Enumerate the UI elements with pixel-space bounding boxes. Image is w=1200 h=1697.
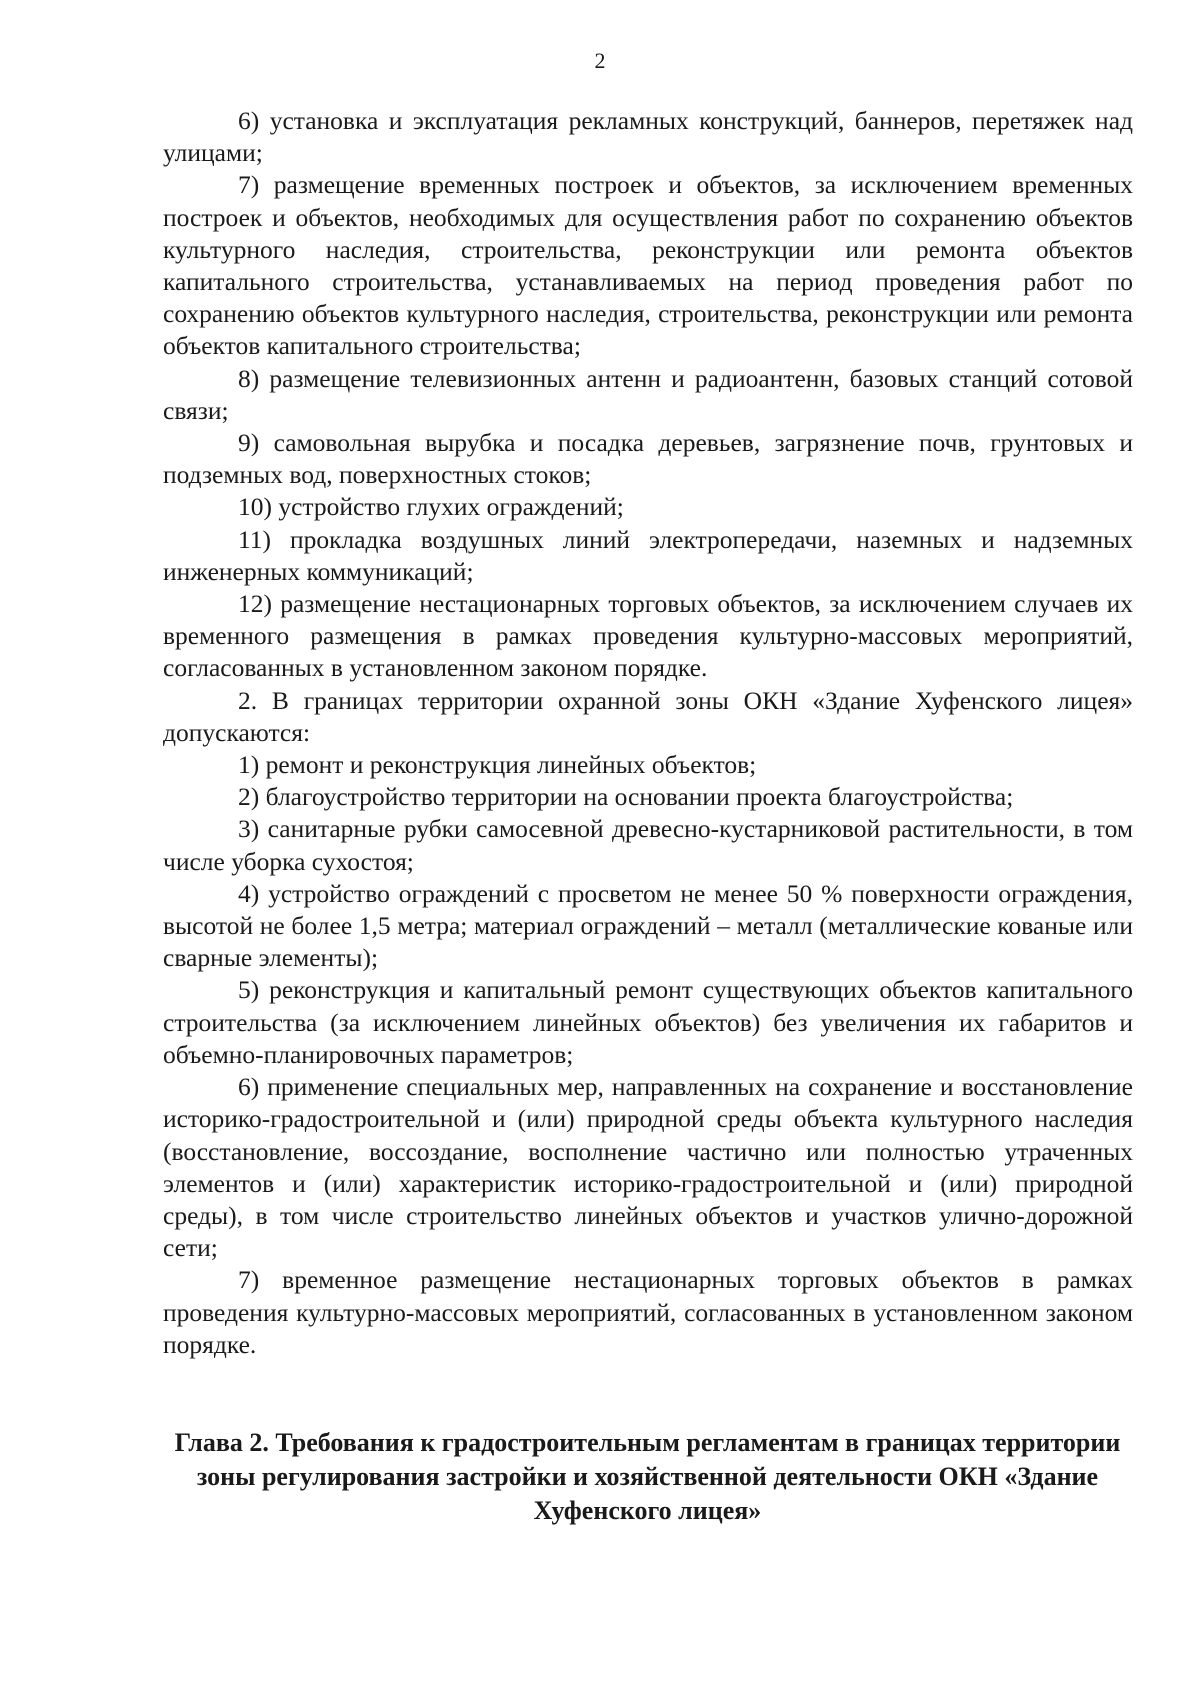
paragraph: 1) ремонт и реконструкция линейных объектов; bbox=[238, 750, 757, 780]
paragraph: 7) размещение временных построек и объектов, за исключением временных построек и объектов, необходимых для осуществления работ по сохранению объектов культурного наследия, строительства, реконструкции или ремонта объектов капитального строительства, устанавливаемых на период проведения работ по сохранению объектов культурного наследия, строительства, реконструкции или ремонта объектов капитального строительства; bbox=[163, 170, 1133, 361]
paragraph: 6) применение специальных мер, направленных на сохранение и восстановление историко-градостроительной и (или) природной среды объекта культурного наследия (восстановление, воссоздание, восполнение частично или полностью утраченных элементов и (или) характеристик историко-градостроительной и (или) природной среды), в том числе строительство линейных объектов и участков улично-дорожной сети; bbox=[163, 1072, 1133, 1263]
page-number: 2 bbox=[594, 48, 606, 73]
paragraph: 2. В границах территории охранной зоны ОКН «Здание Хуфенского лицея» допускаются: bbox=[163, 685, 1133, 747]
paragraph: 5) реконструкция и капитальный ремонт существующих объектов капитального строительства (за исключением линейных объектов) без увеличения их габаритов и объемно-планировочных параметров; bbox=[163, 975, 1133, 1069]
paragraph: 4) устройство ограждений с просветом не менее 50 % поверхности ограждения, высотой не более 1,5 метра; материал ограждений – металл (металлические кованые или сварные элементы); bbox=[163, 878, 1133, 973]
paragraph: 9) самовольная вырубка и посадка деревьев, загрязнение почв, грунтовых и подземных вод, поверхностных стоков; bbox=[163, 428, 1133, 490]
paragraph: 8) размещение телевизионных антенн и радиоантенн, базовых станций сотовой связи; bbox=[163, 363, 1133, 425]
paragraph: 7) временное размещение нестационарных торговых объектов в рамках проведения культурно-массовых мероприятий, согласованных в установленном законом порядке. bbox=[163, 1265, 1133, 1359]
body-text bbox=[163, 105, 1133, 1361]
paragraph: 2) благоустройство территории на основании проекта благоустройства; bbox=[238, 782, 1014, 812]
paragraph: 10) устройство глухих ограждений; bbox=[238, 492, 624, 522]
paragraph: 3) санитарные рубки самосевной древесно-кустарниковой растительности, в том числе уборка сухостоя; bbox=[163, 814, 1133, 876]
paragraph: 6) установка и эксплуатация рекламных конструкций, баннеров, перетяжек над улицами; bbox=[163, 106, 1133, 168]
chapter-heading: Глава 2. Требования к градостроительным регламентам в границах территории зоны регулирования застройки и хозяйственной деятельности ОКН «Здание Хуфенского лицея» bbox=[174, 1428, 1121, 1525]
paragraph: 11) прокладка воздушных линий электропередачи, наземных и надземных инженерных коммуникаций; bbox=[163, 524, 1133, 586]
paragraph: 12) размещение нестационарных торговых объектов, за исключением случаев их временного размещения в рамках проведения культурно-массовых мероприятий, согласованных в установленном законом порядке. bbox=[163, 589, 1133, 683]
